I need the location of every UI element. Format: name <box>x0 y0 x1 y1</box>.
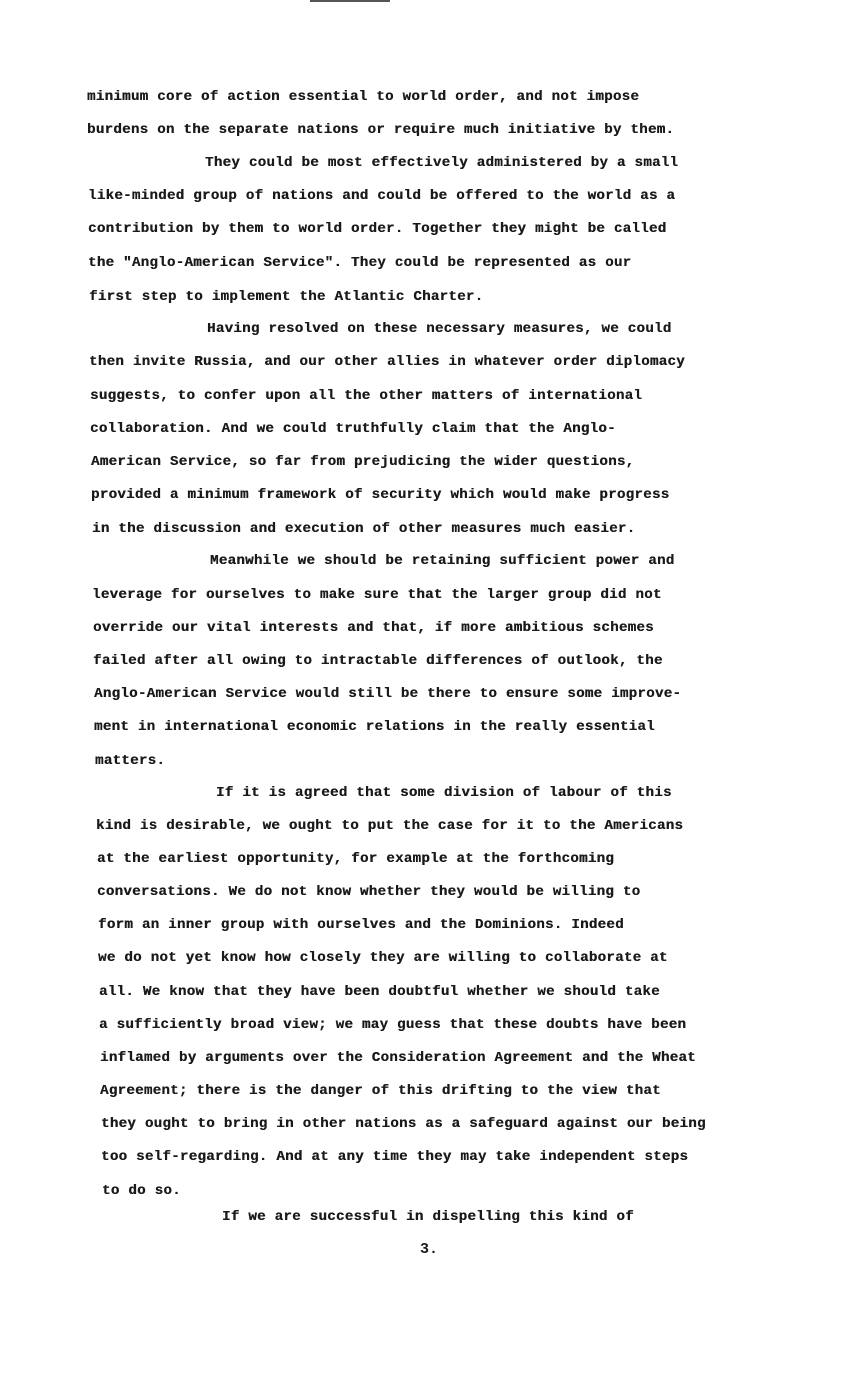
text-line: Meanwhile we should be retaining sufficient power and <box>210 553 675 569</box>
text-line: provided a minimum framework of security which would make progress <box>91 487 670 503</box>
page-number: 3. <box>420 1241 439 1258</box>
text-line: suggests, to confer upon all the other matters of international <box>90 388 643 404</box>
text-line: form an inner group with ourselves and the Dominions. Indeed <box>98 917 624 933</box>
text-line: burdens on the separate nations or require much initiative by them. <box>87 122 675 138</box>
text-line: Agreement; there is the danger of this drifting to the view that <box>100 1083 661 1099</box>
text-line: If it is agreed that some division of labour of this <box>216 785 672 801</box>
text-line: Having resolved on these necessary measures, we could <box>207 321 672 337</box>
text-line: conversations. We do not know whether they would be willing to <box>97 884 641 900</box>
text-line: at the earliest opportunity, for example at the forthcoming <box>97 851 615 867</box>
text-line: If we are successful in dispelling this kind of <box>222 1209 634 1225</box>
text-line: they ought to bring in other nations as a safeguard against our being <box>101 1116 706 1132</box>
text-line: then invite Russia, and our other allies in whatever order diplomacy <box>89 354 685 370</box>
text-line: the "Anglo-American Service". They could be represented as our <box>88 255 632 271</box>
text-line: failed after all owing to intractable differences of outlook, the <box>93 653 663 669</box>
text-line: too self-regarding. And at any time they may take independent steps <box>101 1149 689 1165</box>
text-line: collaboration. And we could truthfully claim that the Anglo- <box>90 421 616 437</box>
text-line: to do so. <box>102 1183 181 1199</box>
text-line: in the discussion and execution of other measures much easier. <box>92 521 636 537</box>
text-line: ment in international economic relations in the really essential <box>94 719 655 735</box>
text-line: all. We know that they have been doubtful whether we should take <box>99 984 660 1000</box>
text-line: a sufficiently broad view; we may guess that these doubts have been <box>99 1017 687 1033</box>
text-line: kind is desirable, we ought to put the case for it to the Americans <box>96 818 684 834</box>
text-line: American Service, so far from prejudicing the wider questions, <box>91 454 635 470</box>
text-line: inflamed by arguments over the Consideration Agreement and the Wheat <box>100 1050 696 1066</box>
text-line: leverage for ourselves to make sure that the larger group did not <box>92 587 662 603</box>
text-line: we do not yet know how closely they are willing to collaborate at <box>98 950 668 966</box>
text-line: Anglo-American Service would still be there to ensure some improve- <box>94 686 682 702</box>
text-line: matters. <box>95 753 166 769</box>
text-line: first step to implement the Atlantic Charter. <box>89 289 484 305</box>
text-line: They could be most effectively administered by a small <box>205 155 679 171</box>
text-line: like-minded group of nations and could be offered to the world as a <box>88 188 676 204</box>
text-line: contribution by them to world order. Together they might be called <box>88 221 667 237</box>
text-line: minimum core of action essential to world order, and not impose <box>87 89 640 105</box>
text-line: override our vital interests and that, if more ambitious schemes <box>93 620 654 636</box>
